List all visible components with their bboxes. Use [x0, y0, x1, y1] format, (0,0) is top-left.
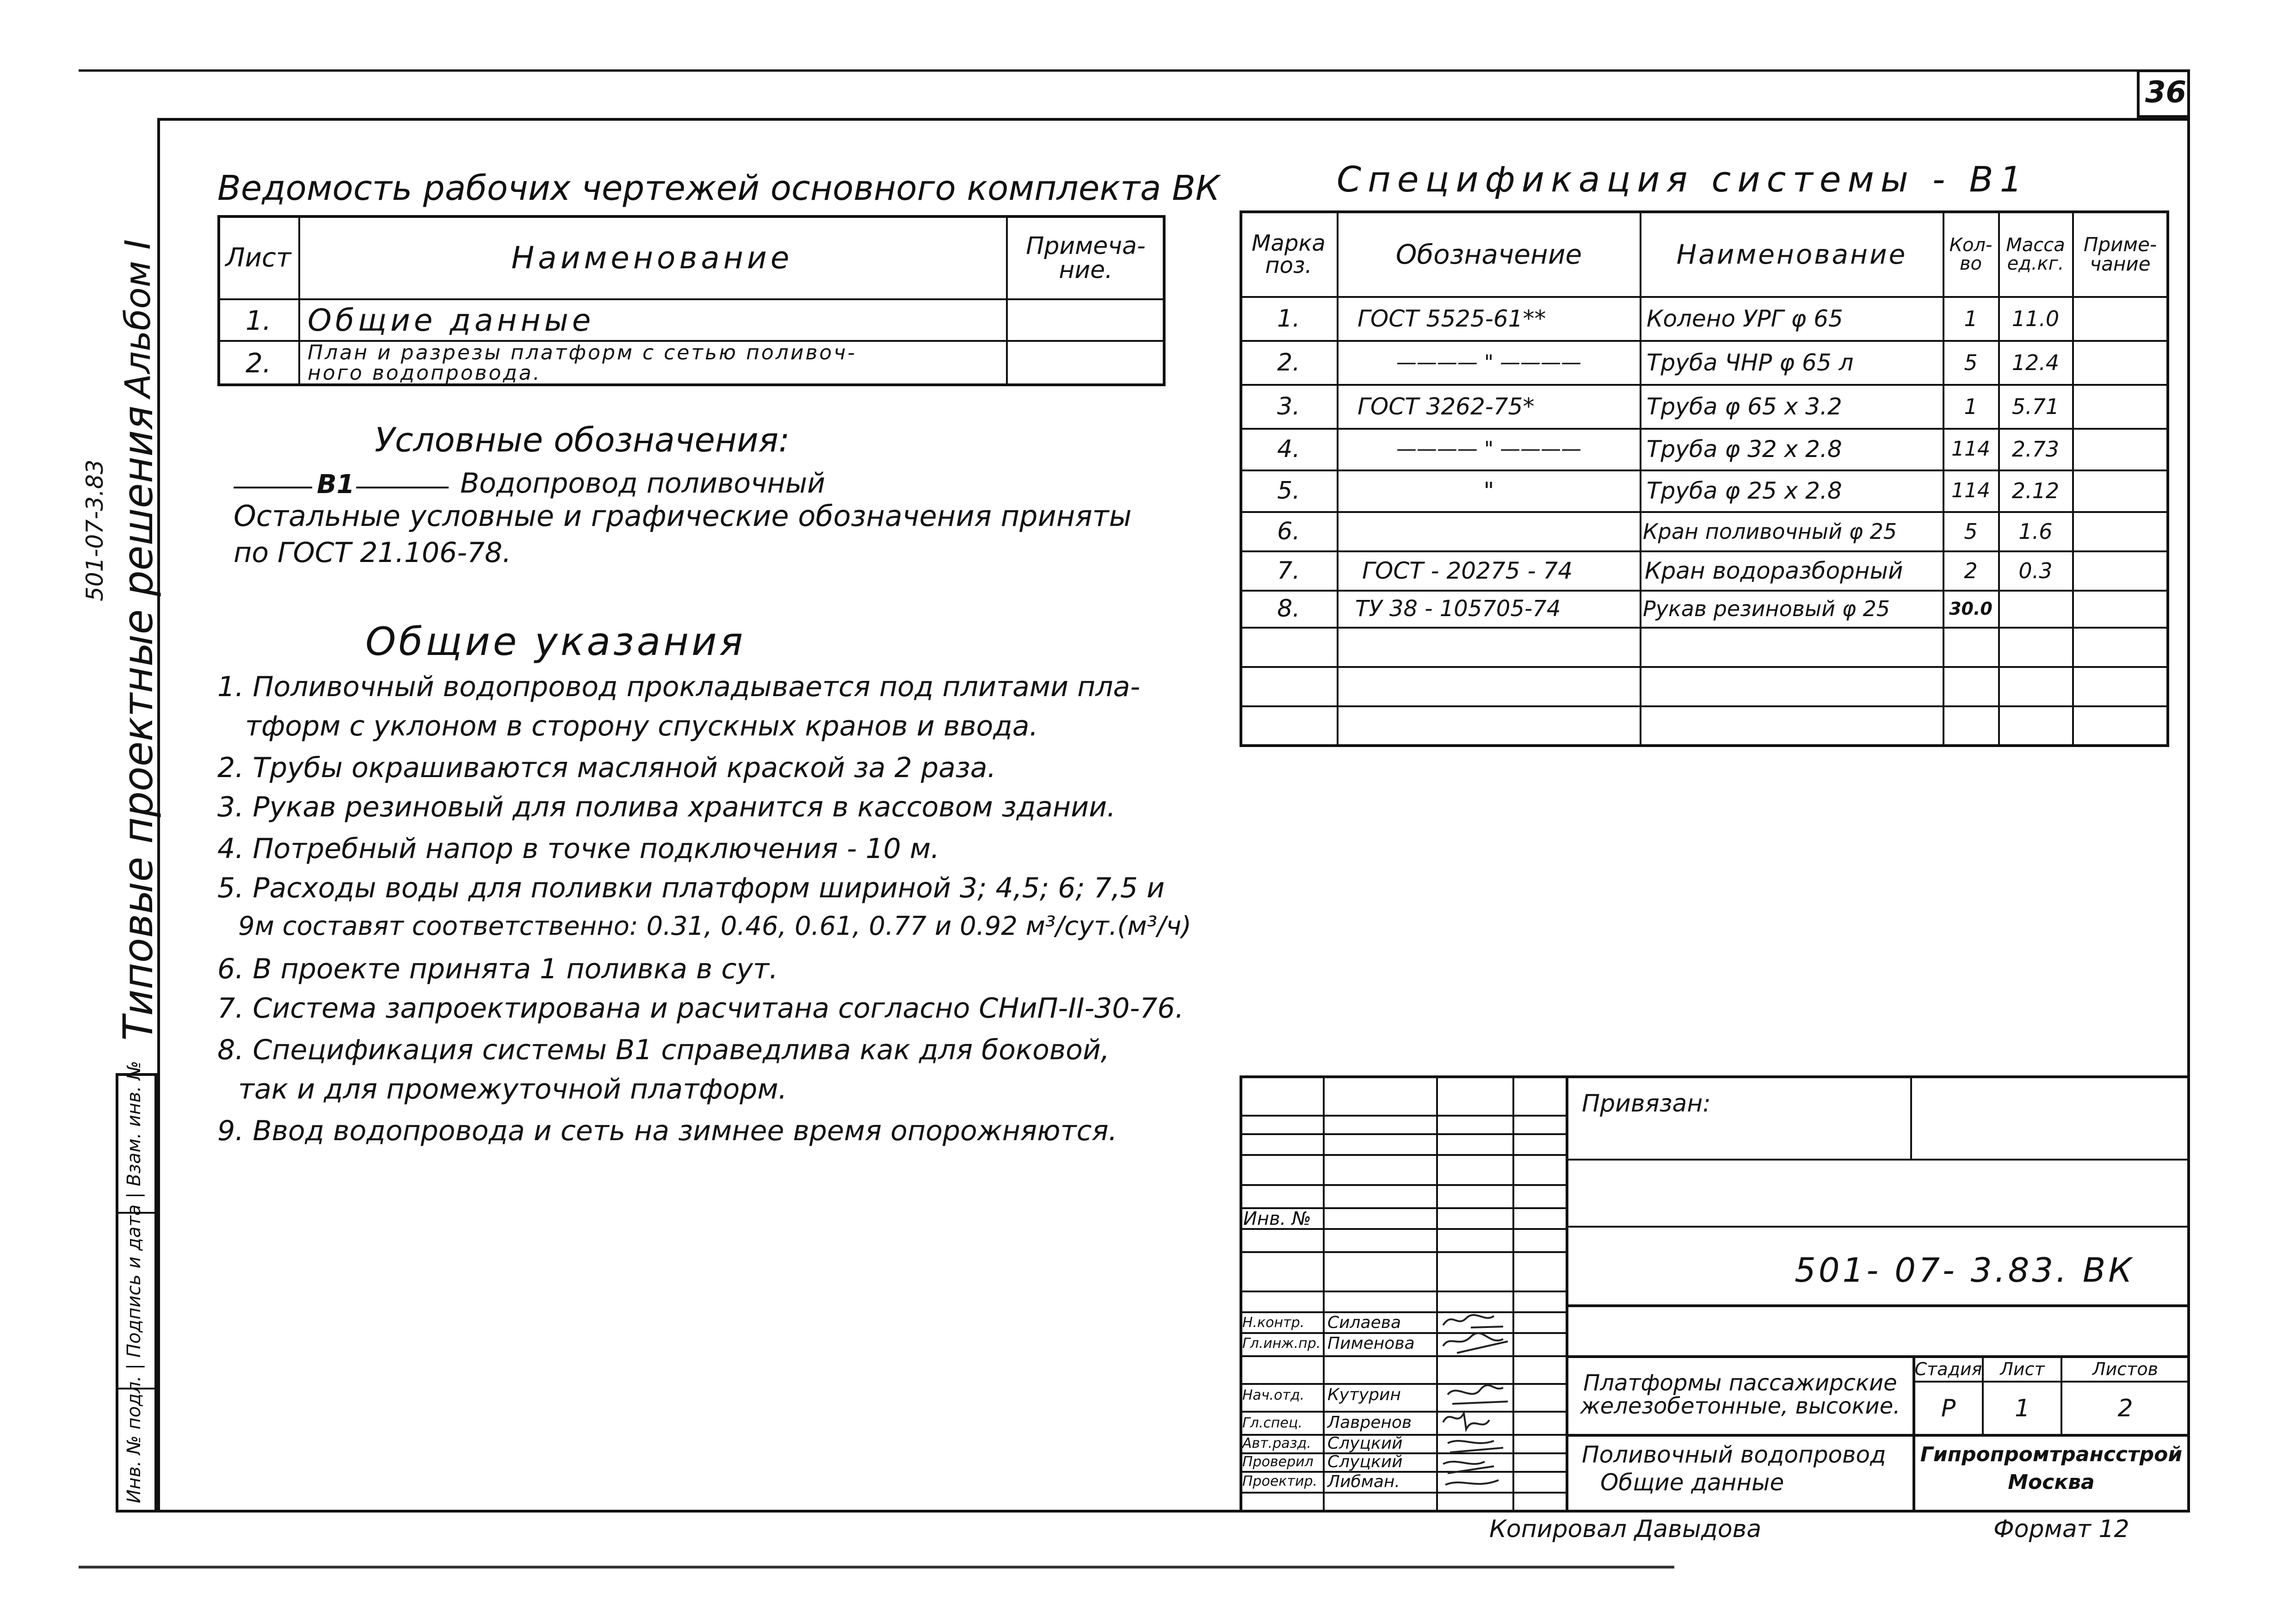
tb-row-line: [1240, 1115, 1566, 1117]
tb-right-line: [1566, 1434, 2190, 1437]
tb-role: Гл.спец.: [1242, 1415, 1302, 1431]
spec-row-mass: 12.4: [2011, 350, 2060, 375]
spec-row-name: Рукав резиновый φ 25: [1643, 596, 1890, 621]
spec-row-qty: 5: [1964, 519, 1978, 544]
spec-row-designation: ТУ 38 - 105705-74: [1355, 596, 1561, 622]
b1-line-left: [234, 487, 312, 488]
spec-row-mass: [2000, 591, 2071, 627]
tb-org-1: Гипропромтрансстрой: [1920, 1443, 2183, 1466]
spec-row-designation: ГОСТ 3262-75*: [1357, 393, 1535, 420]
legend-other-line1: Остальные условные и графические обозначения приняты: [234, 499, 1132, 533]
spec-row-pos: 4.: [1277, 435, 1300, 463]
vedomost-header-sheet: Лист: [225, 242, 291, 273]
spec-row-pos: 1.: [1277, 304, 1300, 333]
spec-row-name: Кран поливочный φ 25: [1643, 519, 1897, 544]
spec-row-pos: 2.: [1277, 348, 1300, 377]
spec-row-qty: 114: [1951, 479, 1990, 502]
tb-name: Слуцкий: [1327, 1452, 1403, 1471]
legend-other-line2: по ГОСТ 21.106-78.: [234, 537, 512, 569]
general-line: 2. Трубы окрашиваются масляной краской за 2 раза.: [217, 752, 996, 784]
tb-right-vline: [2061, 1355, 2062, 1434]
tb-row-line: [1240, 1291, 1566, 1292]
side-album: Альбом I: [117, 239, 158, 398]
tb-name: Силаева: [1327, 1313, 1401, 1332]
tb-row-line: [1240, 1411, 1566, 1413]
legend-b1-text: Водопровод поливочный: [460, 467, 826, 500]
spec-row-name: Труба φ 65 х 3.2: [1647, 393, 1842, 420]
tb-object-name: Платформы пассажирские железобетонные, высокие.: [1580, 1370, 1900, 1419]
legend-title: Условные обозначения:: [375, 420, 790, 459]
tb-role: Авт.разд.: [1242, 1435, 1311, 1451]
spec-row-pos: 3.: [1277, 392, 1300, 420]
b1-line-right: [356, 487, 449, 488]
tb-role: Проверил: [1242, 1454, 1314, 1470]
tb-role: Н.контр.: [1242, 1315, 1305, 1331]
tb-right-vline: [1910, 1075, 1912, 1159]
vedomost-row-sheet: 2.: [245, 347, 271, 379]
spec-row-qty: 114: [1951, 437, 1990, 461]
general-line: 7. Система запроектирована и расчитана согласно СНиП-II-30-76.: [217, 992, 1184, 1025]
general-line: так и для промежуточной платформ.: [238, 1073, 787, 1105]
tb-name: Кутурин: [1327, 1385, 1401, 1404]
spec-row-name: Колено УРГ φ 65: [1647, 305, 1843, 332]
spec-row-name: Труба φ 25 х 2.8: [1647, 477, 1842, 504]
tb-col-line: [1323, 1075, 1325, 1513]
tb-stage-header: Стадия: [1914, 1359, 1982, 1379]
signatures: [1438, 1309, 1512, 1494]
spec-row-line: [1240, 705, 2169, 707]
spec-row-pos: 7.: [1277, 556, 1300, 585]
tb-org-2: Москва: [2008, 1470, 2095, 1494]
tb-row-line: [1240, 1383, 1566, 1385]
general-line: 1. Поливочный водопровод прокладывается под плитами пла-: [217, 671, 1141, 703]
spec-header-name: Наименование: [1676, 239, 1907, 270]
vedomost-header-note: Примеча- ние.: [1026, 232, 1146, 284]
tb-stage-header: Лист: [2000, 1359, 2045, 1379]
vedomost-col-line: [298, 215, 300, 386]
spec-row-line: [1240, 627, 2169, 629]
tb-col-line: [1512, 1075, 1514, 1513]
vedomost-row-name: План и разрезы платформ с сетью поливоч- ного водопровода.: [308, 341, 857, 385]
spec-title: Спецификация системы - В1: [1337, 159, 2029, 200]
tb-stage-value: Р: [1941, 1395, 1956, 1422]
spec-header-mass: Масса ед.кг.: [2006, 235, 2065, 274]
bottom-copied: Копировал Давыдова: [1489, 1515, 1762, 1543]
spec-row-mass: 2.73: [2011, 437, 2060, 462]
tb-row-line: [1240, 1311, 1566, 1313]
tb-sheet-name-1: Поливочный водопровод: [1582, 1441, 1886, 1468]
general-line: 9м составят соответственно: 0.31, 0.46, 0.61, 0.77 и 0.92 м³/сут.(м³/ч): [238, 911, 1191, 941]
tb-row-line: [1240, 1471, 1566, 1473]
tb-stage-value: 1: [2014, 1395, 2030, 1422]
spec-row-pos: 5.: [1277, 477, 1300, 505]
side-code: 501-07-3.83: [81, 459, 108, 601]
tb-row-line: [1240, 1154, 1566, 1156]
spec-row-mass: 11.0: [2011, 306, 2060, 331]
tb-row-line: [1240, 1251, 1566, 1253]
tb-col-line: [1436, 1075, 1438, 1513]
tb-col-line: [1566, 1075, 1568, 1513]
side-series: Типовые проектные решения: [114, 405, 162, 1041]
spec-row-pos: 8.: [1277, 595, 1300, 623]
spec-row-qty: 5: [1964, 350, 1978, 375]
tb-stage-header: Листов: [2092, 1359, 2158, 1379]
spec-row-qty: 1: [1964, 306, 1978, 331]
spec-row-qty: 30.0: [1949, 599, 1993, 619]
spec-row-mass: 2.12: [2011, 478, 2060, 503]
tb-role: Проектир.: [1242, 1473, 1318, 1489]
spec-row-mass: 1.6: [2018, 519, 2053, 544]
spec-header-designation: Обозначение: [1395, 239, 1582, 270]
spec-row-designation: ———— " ————: [1396, 350, 1582, 374]
tb-privyazan: Привязан:: [1582, 1090, 1711, 1118]
vedomost-col-line: [1006, 215, 1008, 386]
general-line: 6. В проекте принята 1 поливка в сут.: [217, 953, 778, 985]
spec-header-note: Приме- чание: [2083, 233, 2157, 275]
spec-header-pos: Марка поз.: [1252, 230, 1326, 278]
tb-right-line: [1566, 1226, 2190, 1228]
tb-doc-code: 501- 07- 3.83. ВК: [1795, 1251, 2135, 1290]
tb-right-line: [1566, 1304, 2190, 1307]
bottom-format: Формат 12: [1993, 1515, 2129, 1543]
vedomost-row-sheet: 1.: [245, 304, 271, 336]
general-line: 3. Рукав резиновый для полива хранится в кассовом здании.: [217, 791, 1116, 823]
spec-row-designation: ГОСТ 5525-61**: [1357, 305, 1546, 332]
legend-b1-symbol: В1: [317, 469, 355, 500]
top-border-line: [79, 69, 2137, 72]
spec-row-designation: ГОСТ - 20275 - 74: [1362, 557, 1573, 584]
tb-row-line: [1240, 1133, 1566, 1135]
spec-row-mass: 0.3: [2018, 558, 2053, 583]
tb-name: Слуцкий: [1327, 1434, 1403, 1453]
vedomost-title: Ведомость рабочих чертежей основного комплекта ВК: [217, 168, 1220, 208]
general-line: 4. Потребный напор в точке подключения - 10 м.: [217, 833, 940, 865]
spec-row-name: Кран водоразборный: [1645, 557, 1903, 584]
bottom-scan-line: [79, 1566, 1674, 1568]
general-line: 8. Спецификация системы В1 справедлива как для боковой,: [217, 1034, 1110, 1066]
spec-row-mass: 5.71: [2011, 394, 2060, 419]
spec-header-qty: Кол- во: [1949, 235, 1993, 274]
tb-right-line: [1566, 1159, 2190, 1161]
side-inv-labels: Инв. № подл. | Подпись и дата | Взам. инв. №: [123, 1061, 145, 1503]
tb-inv-no: Инв. №: [1243, 1208, 1311, 1229]
vedomost-row-line: [217, 298, 1166, 300]
spec-row-designation: [1357, 512, 1637, 550]
tb-row-line: [1240, 1355, 1566, 1357]
tb-role: Нач.отд.: [1242, 1387, 1305, 1403]
sheet-number: 36: [2145, 75, 2187, 110]
tb-role: Гл.инж.пр.: [1242, 1335, 1321, 1352]
tb-sheet-name-2: Общие данные: [1600, 1469, 1784, 1496]
general-line: 9. Ввод водопровода и сеть на зимнее время опорожняются.: [217, 1115, 1117, 1147]
tb-stage-value: 2: [2117, 1395, 2133, 1422]
spec-row-qty: 1: [1964, 394, 1978, 419]
spec-row-pos: 6.: [1277, 517, 1300, 545]
vedomost-row-name: Общие данные: [308, 302, 595, 338]
tb-name: Лавренов: [1327, 1413, 1412, 1432]
general-line: 5. Расходы воды для поливки платформ шириной 3; 4,5; 6; 7,5 и: [217, 872, 1165, 904]
spec-row-designation: ": [1483, 477, 1494, 504]
vedomost-header-name: Наименование: [511, 240, 793, 276]
tb-right-vline: [1982, 1355, 1984, 1434]
tb-right-line: [1912, 1381, 2190, 1383]
general-line: тформ с уклоном в сторону спускных кранов и ввода.: [245, 710, 1038, 742]
spec-row-name: Труба φ 32 х 2.8: [1647, 436, 1842, 463]
tb-row-line: [1240, 1492, 1566, 1494]
tb-row-line: [1240, 1184, 1566, 1186]
spec-row-line: [1240, 666, 2169, 668]
spec-row-name: Труба ЧНР φ 65 л: [1647, 349, 1854, 376]
spec-row-designation: ———— " ————: [1396, 437, 1582, 461]
tb-name: Либман.: [1327, 1472, 1400, 1491]
spec-row-qty: 2: [1964, 558, 1978, 583]
tb-name: Пименова: [1327, 1334, 1415, 1353]
general-title: Общие указания: [365, 619, 746, 664]
